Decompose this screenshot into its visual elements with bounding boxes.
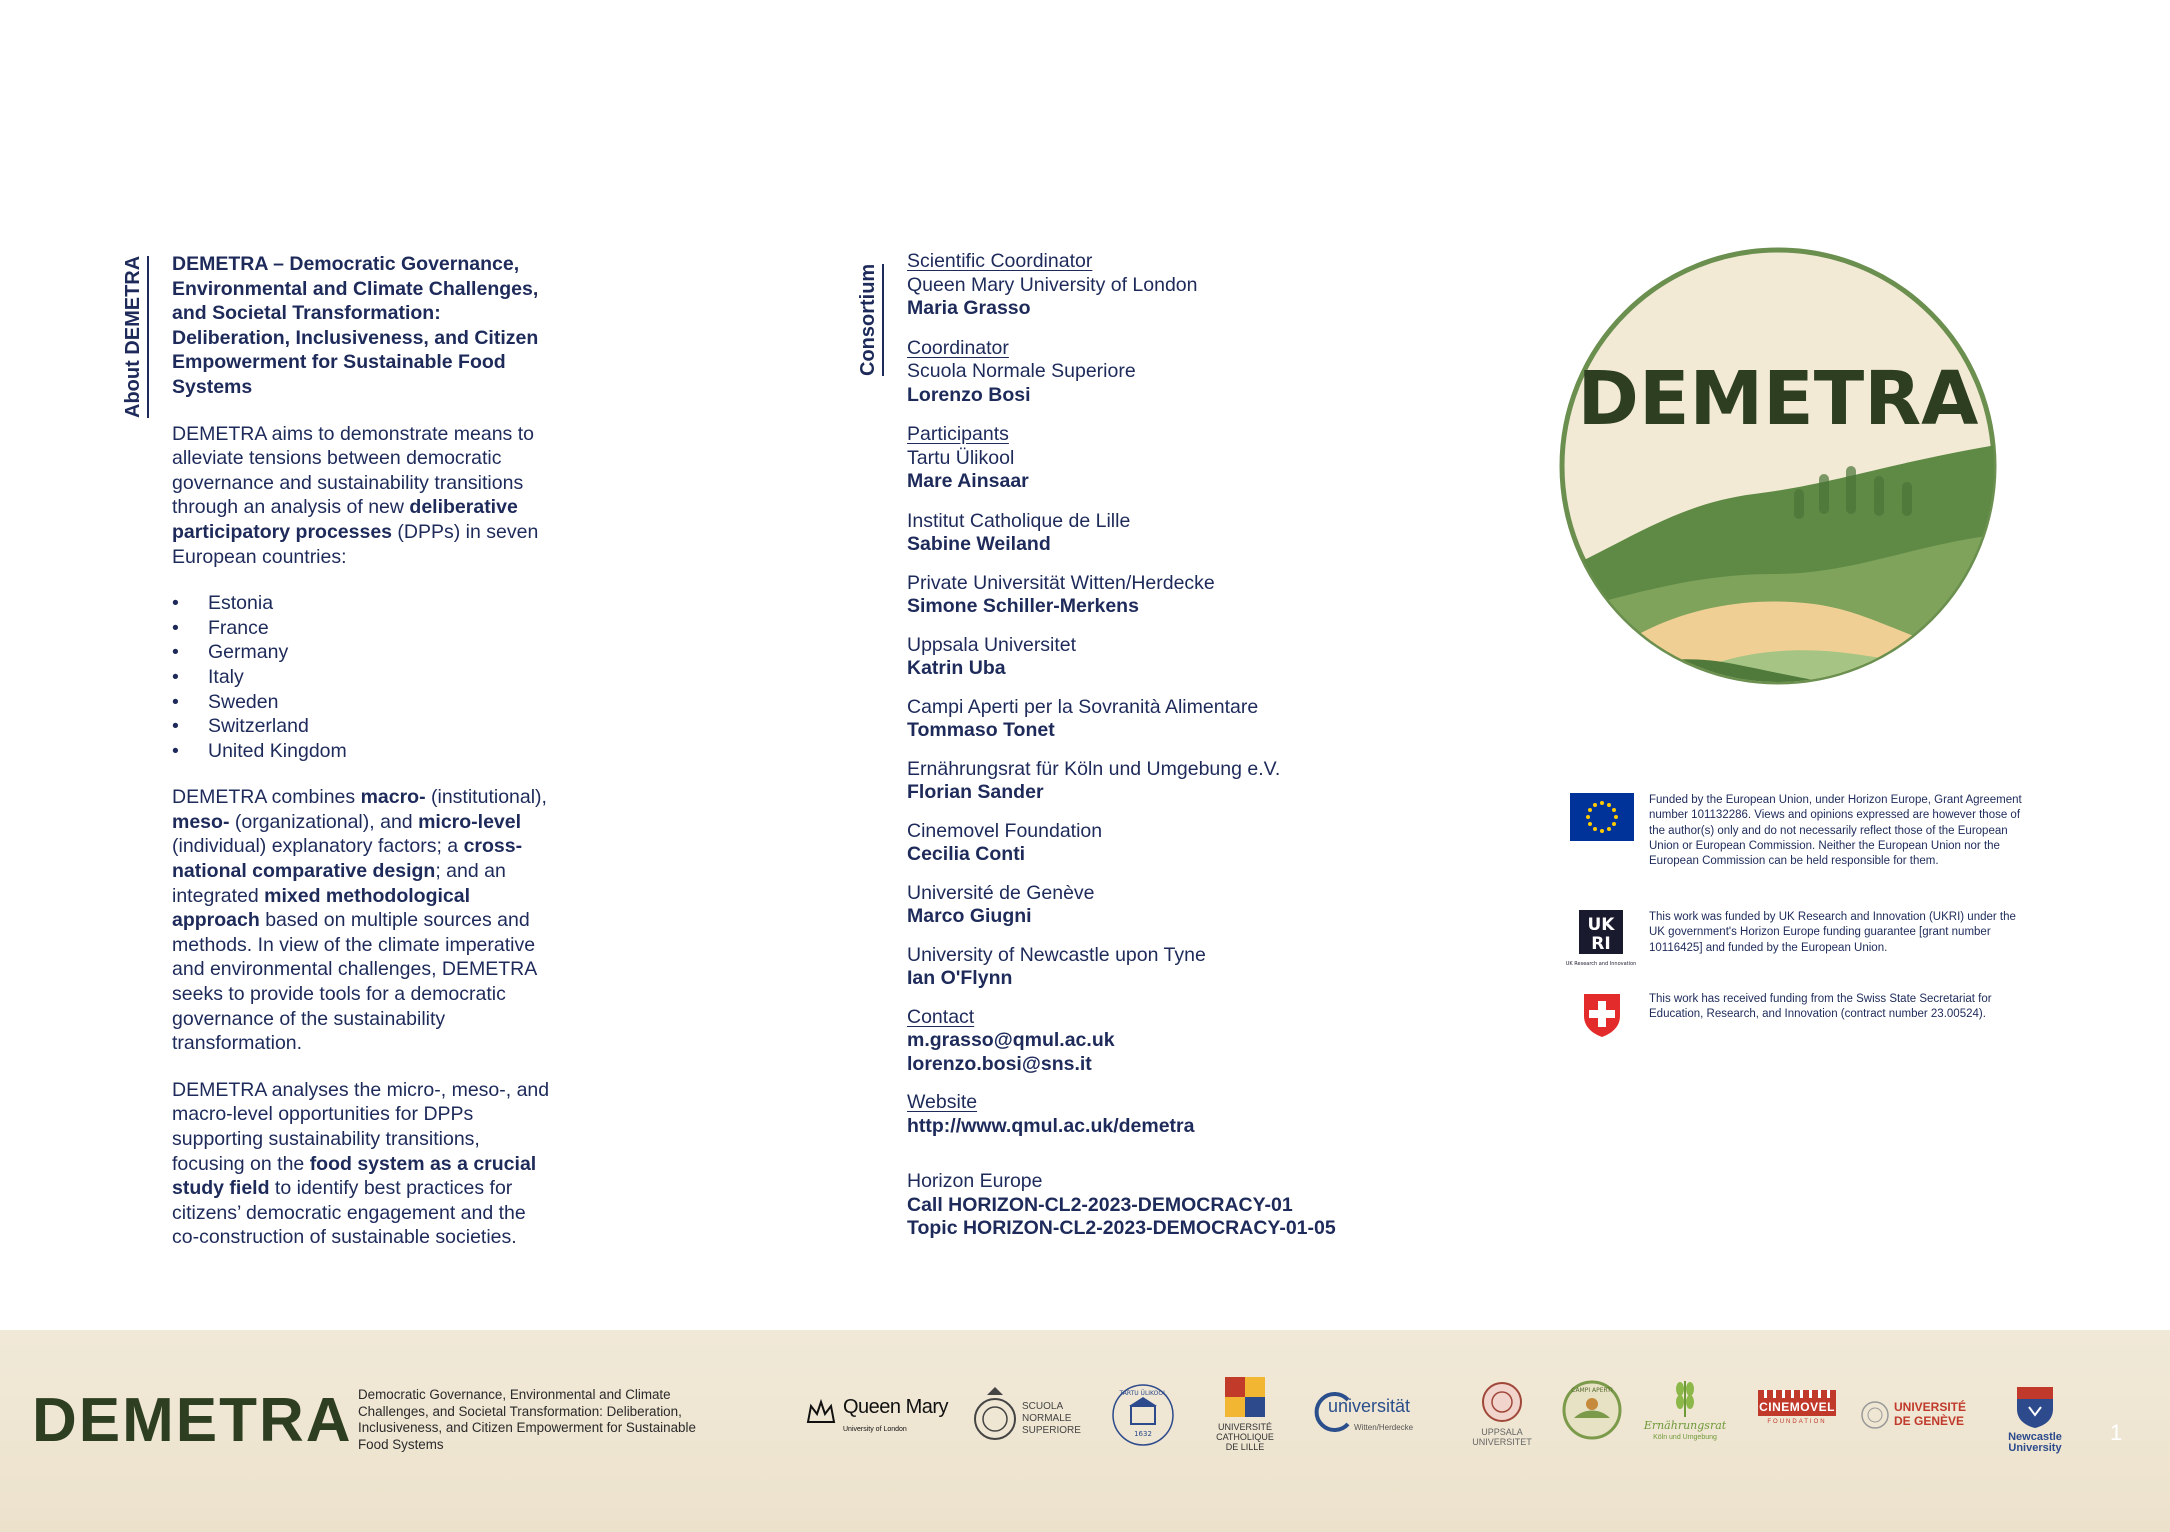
wheat-icon: [1667, 1375, 1703, 1417]
eu-flag-icon: [1565, 793, 1639, 841]
lille-crest-icon: [1220, 1375, 1270, 1419]
partner-logo-ernaehrungsrat: [1640, 1375, 1730, 1444]
partner-logo-lille: [1210, 1375, 1280, 1452]
ukri-funding-note: [1565, 910, 2025, 974]
list-item: • Italy: [172, 665, 557, 690]
partner-witten-sub: Witten/Herdecke: [1354, 1423, 1414, 1432]
footer-brand: DEMETRA: [32, 1386, 353, 1455]
list-item: • Estonia: [172, 591, 557, 616]
participant-person: Simone Schiller-Merkens: [907, 595, 1139, 617]
coordinator-org: Scuola Normale Superiore: [907, 360, 1136, 382]
ukri-logo-caption: UK Research and Innovation: [1565, 961, 1637, 967]
partner-tartu-year: 1632: [1134, 1430, 1152, 1438]
about-paragraph-1: DEMETRA aims to demonstrate means to alleviate tensions between democratic governance and sustainability transitions through an analysis of new deliberative participatory processes (DPPs) in seven European countries:: [172, 422, 539, 568]
contact-heading: Contact: [907, 1005, 975, 1028]
partner-tartu-name: TARTU ÜLIKOOL: [1119, 1390, 1167, 1397]
participant-org: Private Universität Witten/Herdecke: [907, 571, 1215, 594]
website-block: [907, 1091, 1407, 1138]
partner-qm-name: Queen Mary: [843, 1396, 949, 1418]
partner-witten-name: universität: [1328, 1396, 1411, 1416]
participant-person: Sabine Weiland: [907, 533, 1051, 555]
ukri-logo-line1: UK: [1587, 915, 1615, 935]
partner-logo-campi-aperti: [1560, 1378, 1624, 1442]
partner-ernaehrungsrat-name: Ernährungsrat: [1643, 1419, 1727, 1432]
contact-email-grasso[interactable]: m.grasso@qmul.ac.uk: [907, 1029, 1115, 1051]
about-section-label: About DEMETRA: [122, 256, 149, 418]
swiss-funding-note: [1565, 992, 2025, 1038]
consortium-column: [907, 250, 1407, 1257]
participant-person: Cecilia Conti: [907, 843, 1026, 865]
website-link[interactable]: http://www.qmul.ac.uk/demetra: [907, 1114, 1195, 1137]
contact-block: [907, 1006, 1407, 1077]
participant-person: Mare Ainsaar: [907, 470, 1029, 492]
horizon-programme: Horizon Europe: [907, 1170, 1043, 1192]
project-title: DEMETRA – Democratic Governance, Environmental and Climate Challenges, and Societal Transformation: Deliberation, Inclusiveness, and Citizen Empowerment for Sustainable Food Systems: [172, 253, 539, 398]
coordinator-heading: Coordinator: [907, 336, 1009, 359]
uppsala-seal-icon: [1480, 1380, 1524, 1424]
list-item: • Switzerland: [172, 714, 557, 739]
participant-block: [907, 634, 1407, 681]
partner-ernaehrungsrat-sub: Köln und Umgebung: [1653, 1434, 1717, 1441]
eu-funding-note: [1565, 793, 2025, 869]
horizon-topic: Topic HORIZON-CL2-2023-DEMOCRACY-01-05: [907, 1217, 1336, 1239]
coordinator-block: [907, 337, 1407, 408]
ukri-logo-icon: [1565, 910, 1639, 974]
about-paragraph-2: DEMETRA combines macro- (institutional), meso- (organizational), and micro-level (individual) explanatory factors; a cross-national comparative design; and an integrated mixed methodological approach based on multiple sources and methods. In view of the climate imperative and environmental challenges, DEMETRA seeks to provide tools for a democratic governance of the sustainability transformation.: [172, 786, 547, 1055]
participant-person: Ian O'Flynn: [907, 967, 1013, 989]
partner-geneve-name: UNIVERSITÉ DE GENÈVE: [1894, 1400, 1967, 1428]
list-item: • Germany: [172, 640, 557, 665]
contact-email-bosi[interactable]: lorenzo.bosi@sns.it: [907, 1052, 1092, 1075]
partner-logo-tartu: [1110, 1382, 1176, 1448]
tartu-seal-icon: [1110, 1382, 1176, 1448]
participant-org: Uppsala Universitet: [907, 633, 1077, 656]
ukri-funding-text: This work was funded by UK Research and Innovation (UKRI) under the UK government's Horizon Europe funding guarantee [grant number 10116425] and funded by the European Union.: [1649, 911, 2016, 954]
participant-block: [907, 758, 1407, 805]
footer-subtitle: Democratic Governance, Environmental and Climate Challenges, and Societal Transformation: Deliberation, Inclusiveness, and Citizen Empowerment for Sustainable Food Systems: [358, 1387, 696, 1452]
scientific-coordinator-org: Queen Mary University of London: [907, 273, 1198, 296]
participant-person: Marco Giugni: [907, 905, 1032, 927]
logo-wordmark: DEMETRA: [1577, 356, 1979, 442]
about-column: [172, 252, 557, 1272]
partner-sns-name: SCUOLA NORMALE SUPERIORE: [1022, 1401, 1081, 1436]
footer-bar: [0, 1330, 2170, 1532]
participant-org: Université de Genève: [907, 881, 1095, 904]
about-paragraph-3: DEMETRA analyses the micro-, meso-, and macro-level opportunities for DPPs supporting sustainability transitions, focusing on the food system as a crucial study field to identify best practices for citizens’ democratic engagement and the co-construction of sustainable societies.: [172, 1078, 550, 1249]
ukri-logo-line2: RI: [1591, 934, 1611, 954]
participants-heading: Participants: [907, 423, 1009, 445]
list-item: • Sweden: [172, 690, 557, 715]
participant-person: Tommaso Tonet: [907, 719, 1055, 741]
newcastle-shield-icon: [2015, 1385, 2055, 1429]
coordinator-person: Lorenzo Bosi: [907, 383, 1031, 406]
consortium-section-label: Consortium: [857, 264, 884, 376]
participant-block: [907, 696, 1407, 743]
eu-funding-text: Funded by the European Union, under Horizon Europe, Grant Agreement number 101132286. Views and opinions expressed are however those of the author(s) only and do not necessarily reflect those of the European Union or European Commission. Neither the European Union nor the European Commission can be held responsible for them.: [1649, 794, 2022, 868]
participant-block: [907, 882, 1407, 929]
partner-qm-sub: University of London: [843, 1426, 907, 1433]
participant-person: Katrin Uba: [907, 657, 1006, 679]
partner-logo-uppsala: [1462, 1380, 1542, 1447]
partner-logo-cinemovel: [1758, 1390, 1836, 1428]
crown-icon: [805, 1398, 837, 1426]
participant-org: Institut Catholique de Lille: [907, 509, 1131, 532]
partner-cinemovel-sub: FOUNDATION: [1767, 1419, 1827, 1425]
partner-uppsala-name: UPPSALA UNIVERSITET: [1472, 1427, 1532, 1447]
demetra-logo-graphic: [1554, 244, 2002, 688]
country-list: [172, 591, 557, 763]
participant-block: [907, 423, 1407, 494]
list-item: • United Kingdom: [172, 739, 557, 764]
horizon-call: Call HORIZON-CL2-2023-DEMOCRACY-01: [907, 1193, 1293, 1216]
swiss-funding-text: This work has received funding from the Swiss State Secretariat for Education, Research, and Innovation (contract number 23.00524).: [1649, 993, 1992, 1021]
scientific-coordinator-heading: Scientific Coordinator: [907, 250, 1093, 272]
participant-block: [907, 820, 1407, 867]
list-item: • France: [172, 616, 557, 641]
film-strip-top: [1758, 1390, 1836, 1398]
participant-block: [907, 944, 1407, 991]
participant-org: Ernährungsrat für Köln und Umgebung e.V.: [907, 757, 1281, 780]
participant-org: Campi Aperti per la Sovranità Alimentare: [907, 695, 1259, 718]
participant-person: Florian Sander: [907, 781, 1044, 803]
partner-logo-newcastle: [1998, 1385, 2072, 1454]
website-heading: Website: [907, 1091, 978, 1113]
campi-aperti-icon: [1560, 1378, 1624, 1442]
partner-cinemovel-name: CINEMOVEL: [1759, 1400, 1835, 1414]
partner-lille-name: UNIVERSITÉ CATHOLIQUE DE LILLE: [1216, 1422, 1274, 1452]
partner-newcastle-name: Newcastle University: [2008, 1431, 2062, 1454]
scientific-coordinator-person: Maria Grasso: [907, 297, 1031, 319]
participant-org: Tartu Ülikool: [907, 446, 1015, 469]
participant-org: University of Newcastle upon Tyne: [907, 943, 1206, 966]
participant-block: [907, 510, 1407, 557]
participant-org: Cinemovel Foundation: [907, 819, 1103, 842]
participant-block: [907, 572, 1407, 619]
scientific-coordinator-block: [907, 250, 1407, 321]
sns-seal-icon: [972, 1385, 1018, 1447]
horizon-block: [907, 1170, 1407, 1241]
page-number: 1: [2110, 1420, 2123, 1445]
geneve-seal-icon: [1860, 1400, 1890, 1430]
swiss-shield-icon: [1565, 992, 1639, 1038]
demetra-logo: [1554, 244, 2002, 688]
partner-campi-name: CAMPI APERTI: [1571, 1387, 1613, 1394]
